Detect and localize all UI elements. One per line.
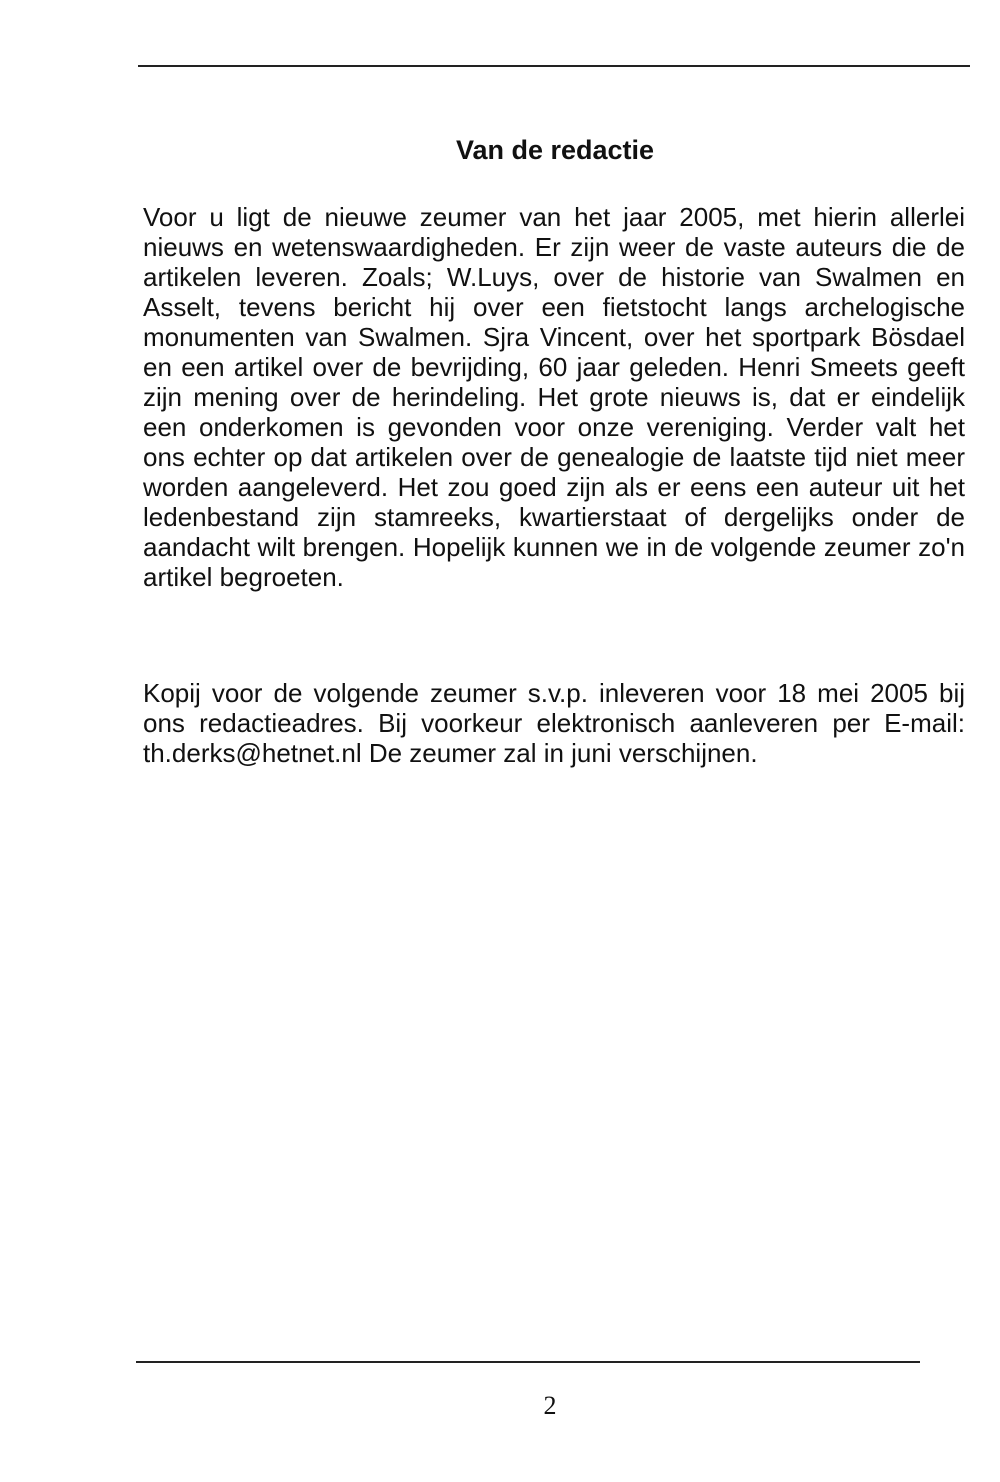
editorial-paragraph: Voor u ligt de nieuwe zeumer van het jaar 2005, met hierin allerlei nieuws en wetenswaardigheden. Er zijn weer de vaste auteurs die de artikelen leveren. Zoals; W.Luys, over de historie van Swalmen en Asselt, tevens bericht hij over een fietstocht langs archelogische monumenten van Swalmen. Sjra Vincent, over het sportpark Bösdael en een artikel over de bevrijding, 60 jaar geleden. Henri Smeets geeft zijn mening over de herindeling. Het grote nieuws is, dat er eindelijk een onderkomen is gevonden voor onze vereniging. Verder valt het ons echter op dat artikelen over de genealogie de laatste tijd niet meer worden aangeleverd. Het zou goed zijn als er eens een auteur uit het ledenbestand zijn stamreeks, kwartierstaat of dergelijks onder de aandacht wilt brengen. Hopelijk kunnen we in de volgende zeumer zo'n artikel begroeten. — [143, 202, 965, 592]
submission-notice-paragraph: Kopij voor de volgende zeumer s.v.p. inleveren voor 18 mei 2005 bij ons redactieadres. Bij voorkeur elektronisch aanleveren per E-mail: th.derks@hetnet.nl De zeumer zal in juni verschijnen. — [143, 678, 965, 768]
page-number: 2 — [543, 1391, 557, 1420]
bottom-rule — [136, 1361, 920, 1363]
top-rule — [138, 65, 970, 67]
page-title: Van de redactie — [455, 135, 655, 165]
